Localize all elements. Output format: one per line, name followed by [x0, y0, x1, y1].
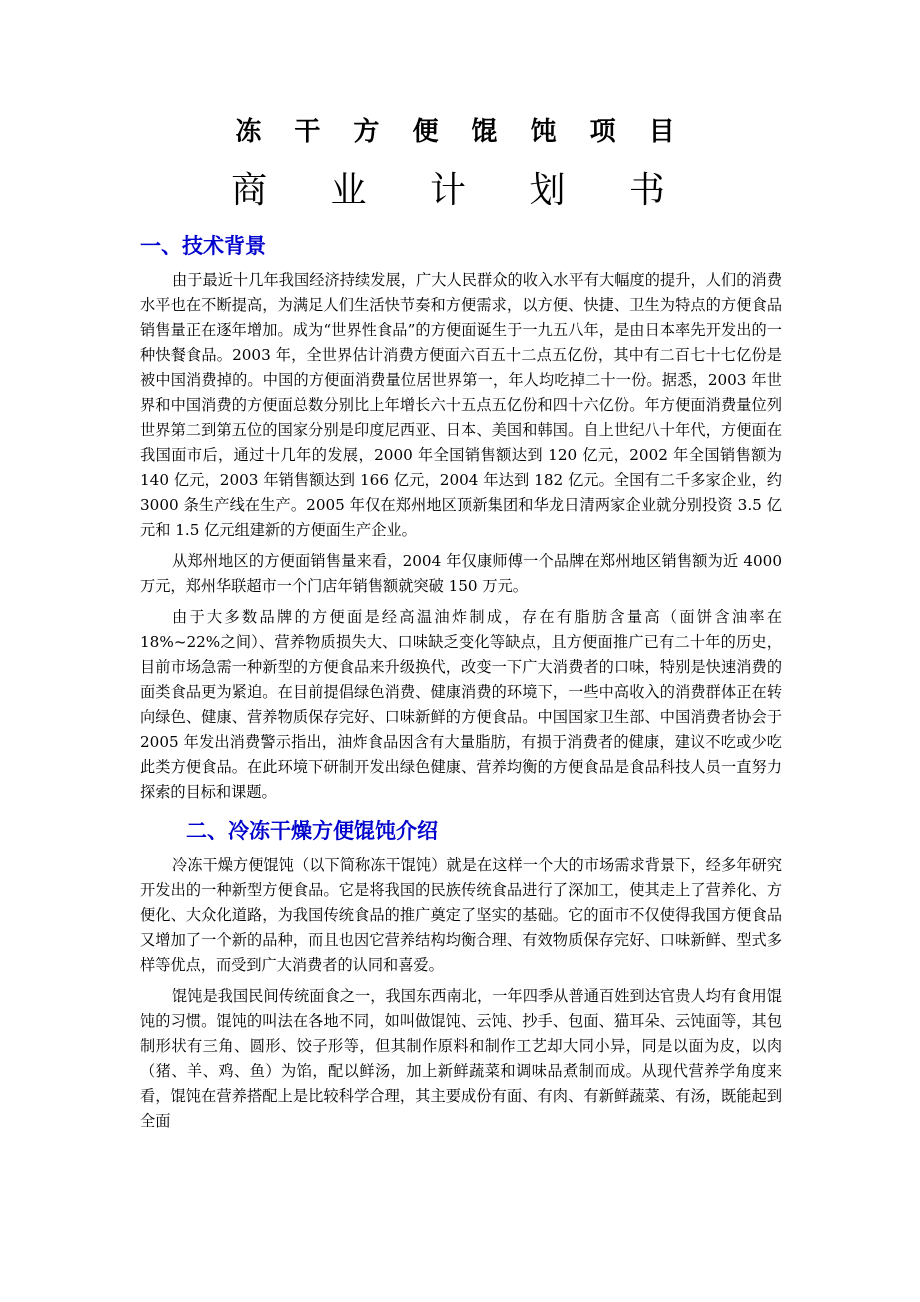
section-heading: 二、冷冻干燥方便馄饨介绍	[186, 819, 438, 843]
paragraph: 馄饨是我国民间传统面食之一，我国东西南北，一年四季从普通百姓到达官贵人均有食用馄饨的习惯。馄饨的叫法在各地不同，如叫做馄饨、云饨、抄手、包面、猫耳朵、云饨面等，其包制形状有三角、圆形、饺子形等，但其制作原料和制作工艺却大同小异，同是以面为皮，以肉（猪、羊、鸡、鱼）为馅，配以鲜汤，加上新鲜蔬菜和调味品煮制而成。从现代营养学角度来看，馄饨在营养搭配上是比较科学合理，其主要成份有面、有肉、有新鲜蔬菜、有汤，既能起到全面	[140, 987, 782, 1130]
section-technical-background	[140, 228, 782, 805]
paragraph: 由于大多数品牌的方便面是经高温油炸制成，存在有脂肪含量高（面饼含油率在 18%~22%之间）、营养物质损失大、口味缺乏变化等缺点，且方便面推广已有二十年的历史，目前市场急需一种新型的方便食品来升级换代，改变一下广大消费者的口味，特别是快速消费的面类食品更为紧迫。在目前提倡绿色消费、健康消费的环境下，一些中高收入的消费群体正在转向绿色、健康、营养物质保存完好、口味新鲜的方便食品。中国国家卫生部、中国消费者协会于 2005 年发出消费警示指出，油炸食品因含有大量脂肪，有损于消费者的健康，建议不吃或少吃此类方便食品。在此环境下研制开发出绿色健康、营养均衡的方便食品是食品科技人员一直努力探索的目标和课题。	[140, 608, 782, 801]
section-heading: 一、技术背景	[140, 234, 266, 258]
document-title-business-plan: 商 业 计 划 书	[231, 170, 691, 211]
document-page	[140, 112, 782, 1140]
paragraph: 由于最近十几年我国经济持续发展，广大人民群众的收入水平有大幅度的提升，人们的消费水平也在不断提高，为满足人们生活快节奏和方便需求，以方便、快捷、卫生为特点的方便食品销售量正在逐年增加。成为“世界性食品”的方便面诞生于一九五八年，是由日本率先开发出的一种快餐食品。2003 年，全世界估计消费方便面六百五十二点五亿份，其中有二百七十七亿份是被中国消费掉的。中国的方便面消费量位居世界第一，年人均吃掉二十一份。据悉，2003 年世界和中国消费的方便面总数分别比上年增长六十五点五亿份和四十六亿份。年方便面消费量位列世界第二到第五位的国家分别是印度尼西亚、日本、美国和韩国。自上世纪八十年代，方便面在我国面市后，通过十几年的发展，2000 年全国销售额达到 120 亿元，2002 年全国销售额为 140 亿元，2003 年销售额达到 166 亿元，2004 年达到 182 亿元。全国有二千多家企业，约 3000 条生产线在生产。2005 年仅在郑州地区顶新集团和华龙日清两家企业就分别投资 3.5 亿元和 1.5 亿元组建新的方便面生产企业。	[140, 271, 782, 539]
document-title-project: 冻 干 方 便 馄 饨 项 目	[235, 117, 687, 147]
paragraph: 冷冻干燥方便馄饨（以下简称冻干馄饨）就是在这样一个大的市场需求背景下，经多年研究开发出的一种新型方便食品。它是将我国的民族传统食品进行了深加工，使其走上了营养化、方便化、大众化道路，为我国传统食品的推广奠定了坚实的基础。它的面市不仅使得我国方便食品又增加了一个新的品种，而且也因它营养结构均衡合理、有效物质保存完好、口味新鲜、型式多样等优点，而受到广大消费者的认同和喜爱。	[140, 856, 782, 974]
paragraph: 从郑州地区的方便面销售量来看，2004 年仅康师傅一个品牌在郑州地区销售额为近 4000 万元，郑州华联超市一个门店年销售额就突破 150 万元。	[140, 552, 782, 595]
section-freeze-dried-wonton-intro	[140, 813, 782, 1134]
